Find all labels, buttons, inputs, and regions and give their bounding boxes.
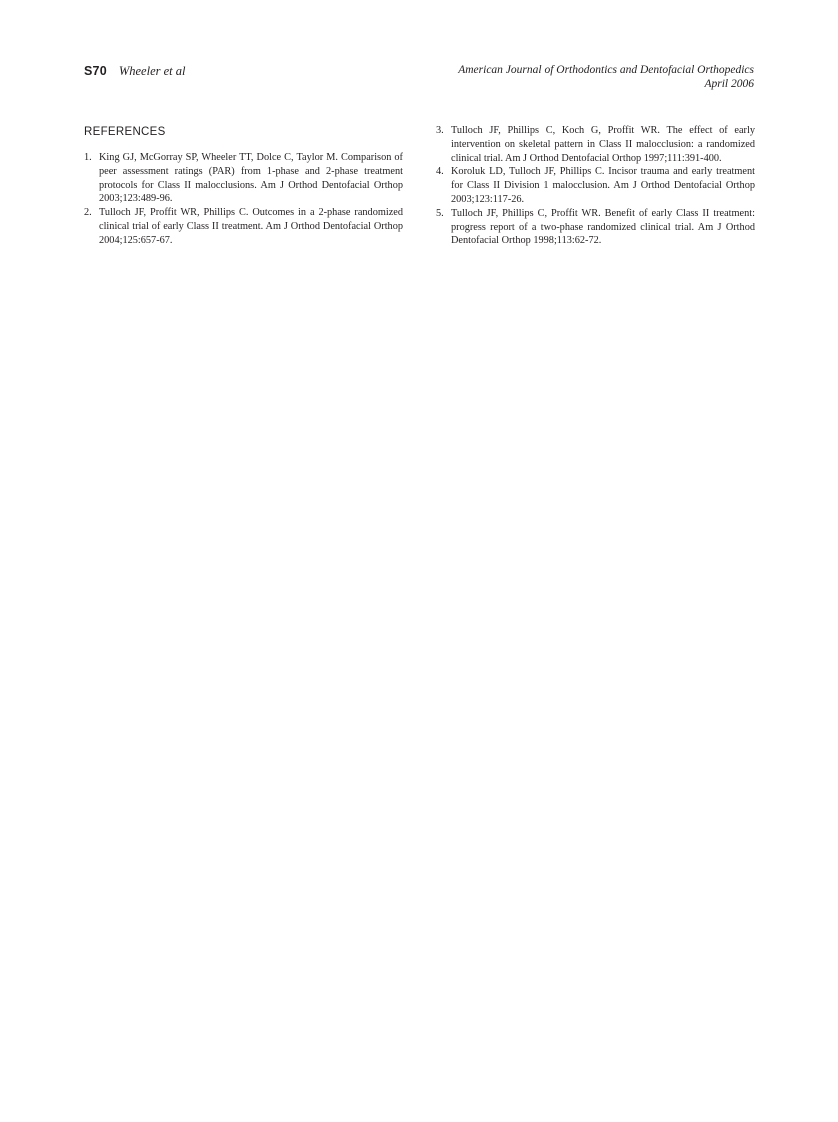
reference-number: 3. <box>436 125 444 136</box>
reference-number: 4. <box>436 166 444 178</box>
reference-number: 2. <box>84 207 92 219</box>
issue-date: April 2006 <box>704 78 754 90</box>
running-header-right <box>458 63 754 91</box>
reference-list-right-column <box>436 124 755 248</box>
references-heading: REFERENCES <box>84 126 166 138</box>
reference-text: Tulloch JF, Phillips C, Koch G, Proffit WR. The effect of early intervention on skeletal pattern in Class II malocclusion: a randomized clinical trial. Am J Orthod Dentofacial Orthop 1997;111:391-400. <box>451 125 755 164</box>
reference-list-left-column <box>84 151 403 248</box>
reference-item-1 <box>84 151 403 206</box>
reference-item-5 <box>436 207 755 248</box>
reference-item-2 <box>84 206 403 247</box>
reference-item-4 <box>436 165 755 206</box>
reference-number: 1. <box>84 152 92 163</box>
reference-item-3 <box>436 124 755 165</box>
reference-text: Koroluk LD, Tulloch JF, Phillips C. Incisor trauma and early treatment for Class II Division 1 malocclusion. Am J Orthod Dentofacial Orthop 2003;123:117-26. <box>451 166 755 205</box>
page-number: S70 <box>84 64 107 78</box>
reference-number: 5. <box>436 207 444 219</box>
running-header-left <box>84 62 185 80</box>
reference-text: Tulloch JF, Proffit WR, Phillips C. Outcomes in a 2-phase randomized clinical trial of early Class II treatment. Am J Orthod Dentofacial Orthop 2004;125:657-67. <box>99 207 403 246</box>
journal-title: American Journal of Orthodontics and Dentofacial Orthopedics <box>458 64 754 76</box>
running-author: Wheeler et al <box>118 64 186 78</box>
reference-text: King GJ, McGorray SP, Wheeler TT, Dolce C, Taylor M. Comparison of peer assessment ratings (PAR) from 1-phase and 2-phase treatment protocols for Class II malocclusions. Am J Orthod Dentofacial Orthop 2003;123:489-96. <box>99 152 403 205</box>
reference-text: Tulloch JF, Phillips C, Proffit WR. Benefit of early Class II treatment: progress report of a two-phase randomized clinical trial. Am J Orthod Dentofacial Orthop 1998;113:62-72. <box>451 207 755 247</box>
